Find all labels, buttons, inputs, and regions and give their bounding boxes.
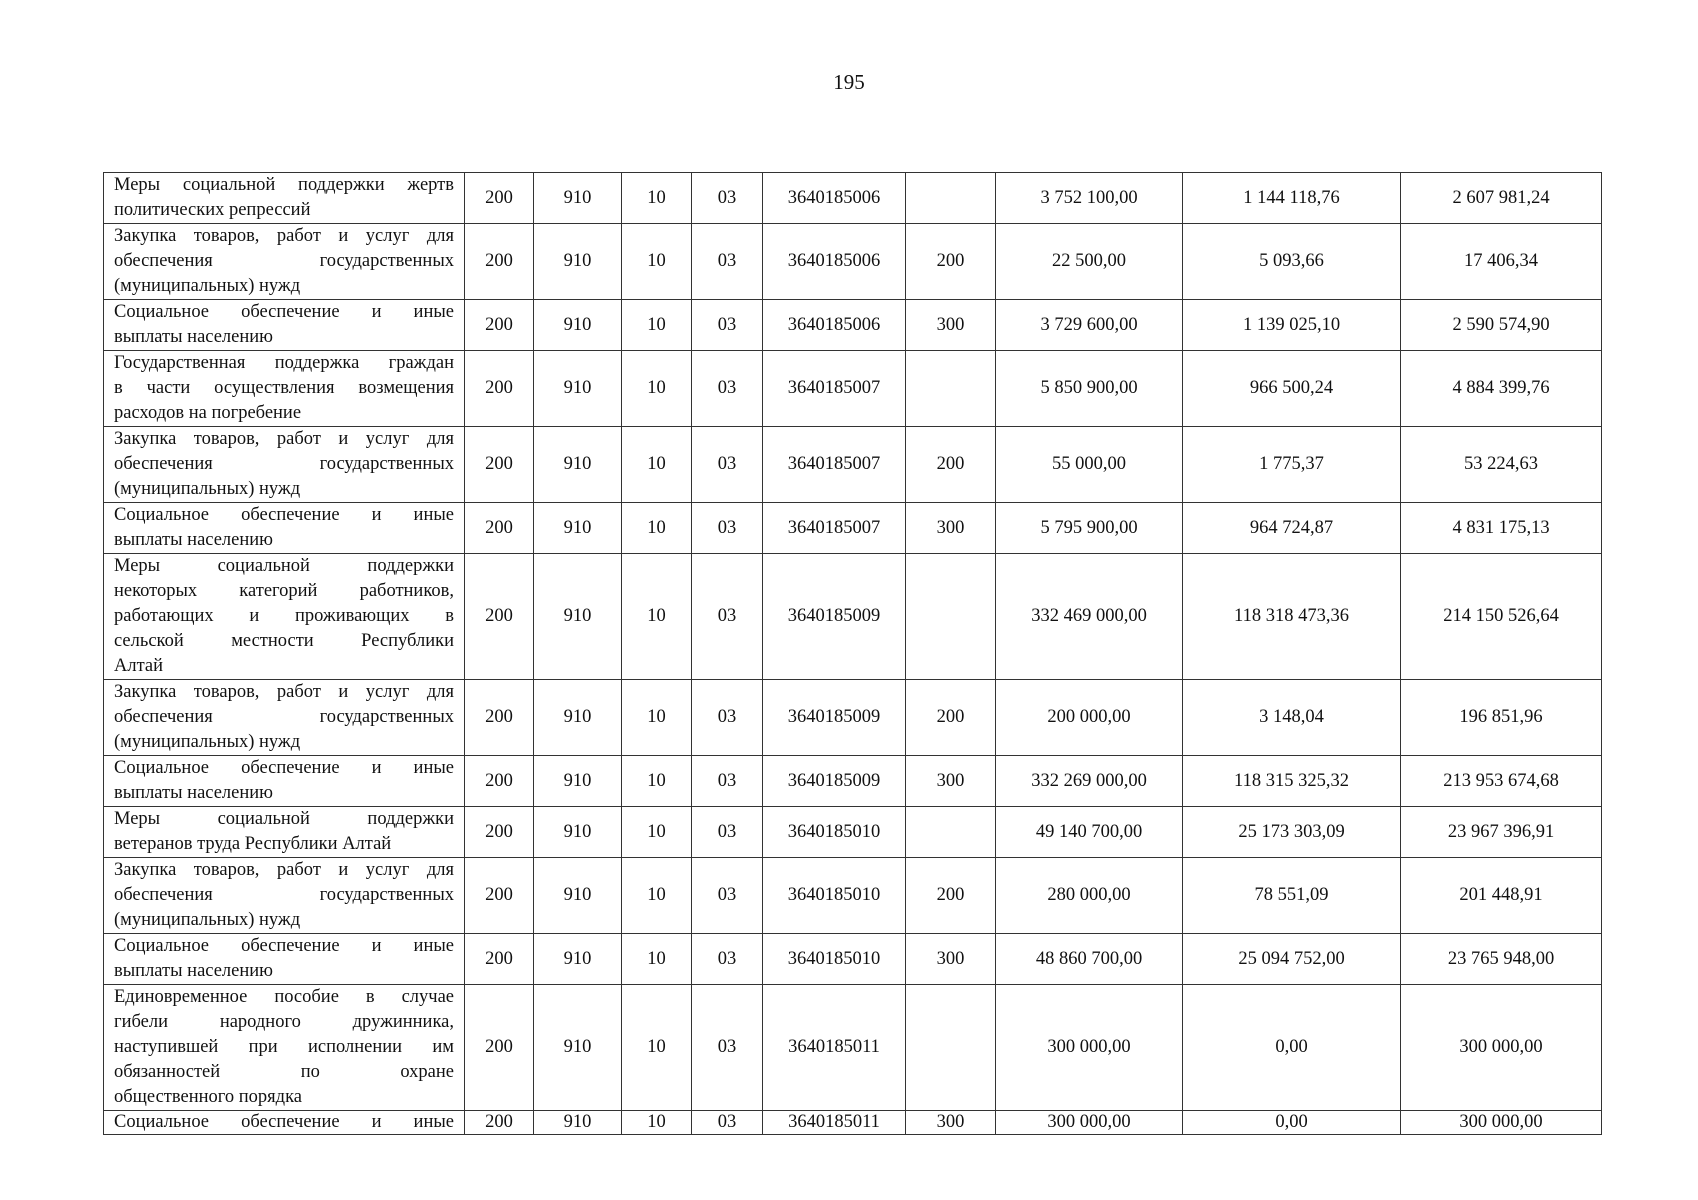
description-line: обеспечения государственных [114,251,454,271]
expense-type-cell [906,351,996,427]
expense-type-cell: 300 [906,300,996,351]
kvsr-cell: 200 [465,807,534,858]
executed-amount-cell: 1 144 118,76 [1183,173,1401,224]
description-cell [104,858,465,934]
ministry-code-cell: 910 [534,351,622,427]
section-cell: 10 [622,554,692,680]
target-article-cell: 3640185006 [763,173,906,224]
description-line: ветеранов труда Республики Алтай [114,834,392,854]
target-article-cell: 3640185009 [763,756,906,807]
table-row [104,1111,1602,1135]
target-article-cell: 3640185007 [763,427,906,503]
table-row [104,807,1602,858]
description-line: (муниципальных) нужд [114,276,301,296]
subsection-cell: 03 [692,554,763,680]
subsection-cell: 03 [692,934,763,985]
remaining-amount-cell: 23 967 396,91 [1401,807,1602,858]
subsection-cell: 03 [692,300,763,351]
expense-type-cell: 300 [906,934,996,985]
target-article-cell: 3640185007 [763,351,906,427]
section-cell: 10 [622,224,692,300]
description-cell [104,807,465,858]
subsection-cell: 03 [692,427,763,503]
section-cell: 10 [622,173,692,224]
description-line: Алтай [114,656,164,676]
description-line: (муниципальных) нужд [114,910,301,930]
expense-type-cell [906,807,996,858]
description-cell [104,756,465,807]
description-line: Социальное обеспечение и иные [114,1112,454,1132]
planned-amount-cell: 5 795 900,00 [996,503,1183,554]
expense-type-cell [906,173,996,224]
description-line: сельской местности Республики [114,631,454,651]
remaining-amount-cell: 214 150 526,64 [1401,554,1602,680]
table-row [104,985,1602,1111]
description-line: Социальное обеспечение и иные [114,505,454,525]
remaining-amount-cell: 17 406,34 [1401,224,1602,300]
executed-amount-cell: 25 094 752,00 [1183,934,1401,985]
kvsr-cell: 200 [465,858,534,934]
description-line: Социальное обеспечение и иные [114,302,454,322]
executed-amount-cell: 118 315 325,32 [1183,756,1401,807]
ministry-code-cell: 910 [534,427,622,503]
target-article-cell: 3640185007 [763,503,906,554]
section-cell: 10 [622,351,692,427]
description-line: Меры социальной поддержки [114,556,454,576]
planned-amount-cell: 5 850 900,00 [996,351,1183,427]
remaining-amount-cell: 300 000,00 [1401,985,1602,1111]
section-cell: 10 [622,985,692,1111]
table-row [104,680,1602,756]
executed-amount-cell: 78 551,09 [1183,858,1401,934]
ministry-code-cell: 910 [534,934,622,985]
ministry-code-cell: 910 [534,807,622,858]
planned-amount-cell: 332 269 000,00 [996,756,1183,807]
ministry-code-cell: 910 [534,173,622,224]
description-line: обеспечения государственных [114,707,454,727]
expense-type-cell [906,554,996,680]
table-row [104,351,1602,427]
remaining-amount-cell: 4 884 399,76 [1401,351,1602,427]
planned-amount-cell: 55 000,00 [996,427,1183,503]
description-line: (муниципальных) нужд [114,479,301,499]
executed-amount-cell: 966 500,24 [1183,351,1401,427]
ministry-code-cell: 910 [534,224,622,300]
subsection-cell: 03 [692,1111,763,1135]
planned-amount-cell: 3 752 100,00 [996,173,1183,224]
planned-amount-cell: 300 000,00 [996,1111,1183,1135]
planned-amount-cell: 332 469 000,00 [996,554,1183,680]
table-row [104,554,1602,680]
executed-amount-cell: 964 724,87 [1183,503,1401,554]
description-cell [104,427,465,503]
target-article-cell: 3640185009 [763,680,906,756]
description-line: обязанностей по охране [114,1062,454,1082]
description-cell [104,680,465,756]
kvsr-cell: 200 [465,173,534,224]
expense-type-cell: 200 [906,858,996,934]
expense-type-cell [906,985,996,1111]
description-line: Социальное обеспечение и иные [114,936,454,956]
remaining-amount-cell: 53 224,63 [1401,427,1602,503]
ministry-code-cell: 910 [534,554,622,680]
executed-amount-cell: 25 173 303,09 [1183,807,1401,858]
expense-type-cell: 300 [906,503,996,554]
description-cell [104,173,465,224]
description-line: политических репрессий [114,200,311,220]
description-cell [104,985,465,1111]
target-article-cell: 3640185011 [763,985,906,1111]
subsection-cell: 03 [692,173,763,224]
section-cell: 10 [622,300,692,351]
budget-table [103,172,1602,1135]
description-line: Закупка товаров, работ и услуг для [114,429,454,449]
expense-type-cell: 200 [906,224,996,300]
executed-amount-cell: 1 775,37 [1183,427,1401,503]
description-line: выплаты населению [114,961,273,981]
target-article-cell: 3640185010 [763,934,906,985]
planned-amount-cell: 280 000,00 [996,858,1183,934]
description-cell [104,351,465,427]
subsection-cell: 03 [692,503,763,554]
ministry-code-cell: 910 [534,680,622,756]
description-line: Единовременное пособие в случае [114,987,454,1007]
description-line: выплаты населению [114,530,273,550]
executed-amount-cell: 0,00 [1183,1111,1401,1135]
description-cell [104,224,465,300]
description-line: Меры социальной поддержки жертв [114,175,454,195]
subsection-cell: 03 [692,680,763,756]
description-cell [104,300,465,351]
kvsr-cell: 200 [465,1111,534,1135]
subsection-cell: 03 [692,351,763,427]
section-cell: 10 [622,934,692,985]
executed-amount-cell: 118 318 473,36 [1183,554,1401,680]
section-cell: 10 [622,807,692,858]
expense-type-cell: 200 [906,680,996,756]
planned-amount-cell: 3 729 600,00 [996,300,1183,351]
description-line: расходов на погребение [114,403,302,423]
table-row [104,934,1602,985]
description-line: гибели народного дружинника, [114,1012,454,1032]
description-cell [104,934,465,985]
ministry-code-cell: 910 [534,756,622,807]
executed-amount-cell: 0,00 [1183,985,1401,1111]
description-line: в части осуществления возмещения [114,378,454,398]
executed-amount-cell: 1 139 025,10 [1183,300,1401,351]
description-cell [104,1111,465,1135]
description-line: (муниципальных) нужд [114,732,301,752]
planned-amount-cell: 49 140 700,00 [996,807,1183,858]
description-line: обеспечения государственных [114,454,454,474]
remaining-amount-cell: 196 851,96 [1401,680,1602,756]
executed-amount-cell: 5 093,66 [1183,224,1401,300]
kvsr-cell: 200 [465,756,534,807]
planned-amount-cell: 300 000,00 [996,985,1183,1111]
kvsr-cell: 200 [465,300,534,351]
remaining-amount-cell: 2 590 574,90 [1401,300,1602,351]
ministry-code-cell: 910 [534,985,622,1111]
description-line: Закупка товаров, работ и услуг для [114,860,454,880]
description-cell [104,503,465,554]
description-line: выплаты населению [114,783,273,803]
table-row [104,858,1602,934]
remaining-amount-cell: 213 953 674,68 [1401,756,1602,807]
kvsr-cell: 200 [465,351,534,427]
kvsr-cell: 200 [465,985,534,1111]
kvsr-cell: 200 [465,554,534,680]
ministry-code-cell: 910 [534,503,622,554]
description-line: наступившей при исполнении им [114,1037,454,1057]
section-cell: 10 [622,427,692,503]
subsection-cell: 03 [692,807,763,858]
remaining-amount-cell: 2 607 981,24 [1401,173,1602,224]
section-cell: 10 [622,858,692,934]
description-line: обеспечения государственных [114,885,454,905]
expense-type-cell: 300 [906,756,996,807]
expense-type-cell: 300 [906,1111,996,1135]
table-row [104,503,1602,554]
planned-amount-cell: 200 000,00 [996,680,1183,756]
subsection-cell: 03 [692,858,763,934]
table-row [104,756,1602,807]
subsection-cell: 03 [692,985,763,1111]
section-cell: 10 [622,1111,692,1135]
kvsr-cell: 200 [465,503,534,554]
description-cell [104,554,465,680]
remaining-amount-cell: 201 448,91 [1401,858,1602,934]
table-row [104,173,1602,224]
description-line: Государственная поддержка граждан [114,353,454,373]
table-body [104,173,1602,1135]
ministry-code-cell: 910 [534,1111,622,1135]
description-line: общественного порядка [114,1087,303,1107]
description-line: некоторых категорий работников, [114,581,454,601]
target-article-cell: 3640185006 [763,224,906,300]
planned-amount-cell: 22 500,00 [996,224,1183,300]
ministry-code-cell: 910 [534,858,622,934]
ministry-code-cell: 910 [534,300,622,351]
section-cell: 10 [622,503,692,554]
subsection-cell: 03 [692,756,763,807]
description-line: Меры социальной поддержки [114,809,454,829]
table-row [104,224,1602,300]
remaining-amount-cell: 300 000,00 [1401,1111,1602,1135]
target-article-cell: 3640185010 [763,858,906,934]
description-line: Социальное обеспечение и иные [114,758,454,778]
target-article-cell: 3640185006 [763,300,906,351]
target-article-cell: 3640185010 [763,807,906,858]
kvsr-cell: 200 [465,680,534,756]
kvsr-cell: 200 [465,427,534,503]
table-row [104,300,1602,351]
description-line: Закупка товаров, работ и услуг для [114,226,454,246]
subsection-cell: 03 [692,224,763,300]
description-line: работающих и проживающих в [114,606,454,626]
description-line: Закупка товаров, работ и услуг для [114,682,454,702]
target-article-cell: 3640185009 [763,554,906,680]
section-cell: 10 [622,756,692,807]
page-number: 195 [833,70,865,94]
remaining-amount-cell: 4 831 175,13 [1401,503,1602,554]
executed-amount-cell: 3 148,04 [1183,680,1401,756]
planned-amount-cell: 48 860 700,00 [996,934,1183,985]
table-row [104,427,1602,503]
remaining-amount-cell: 23 765 948,00 [1401,934,1602,985]
target-article-cell: 3640185011 [763,1111,906,1135]
kvsr-cell: 200 [465,934,534,985]
section-cell: 10 [622,680,692,756]
description-line: выплаты населению [114,327,273,347]
expense-type-cell: 200 [906,427,996,503]
kvsr-cell: 200 [465,224,534,300]
